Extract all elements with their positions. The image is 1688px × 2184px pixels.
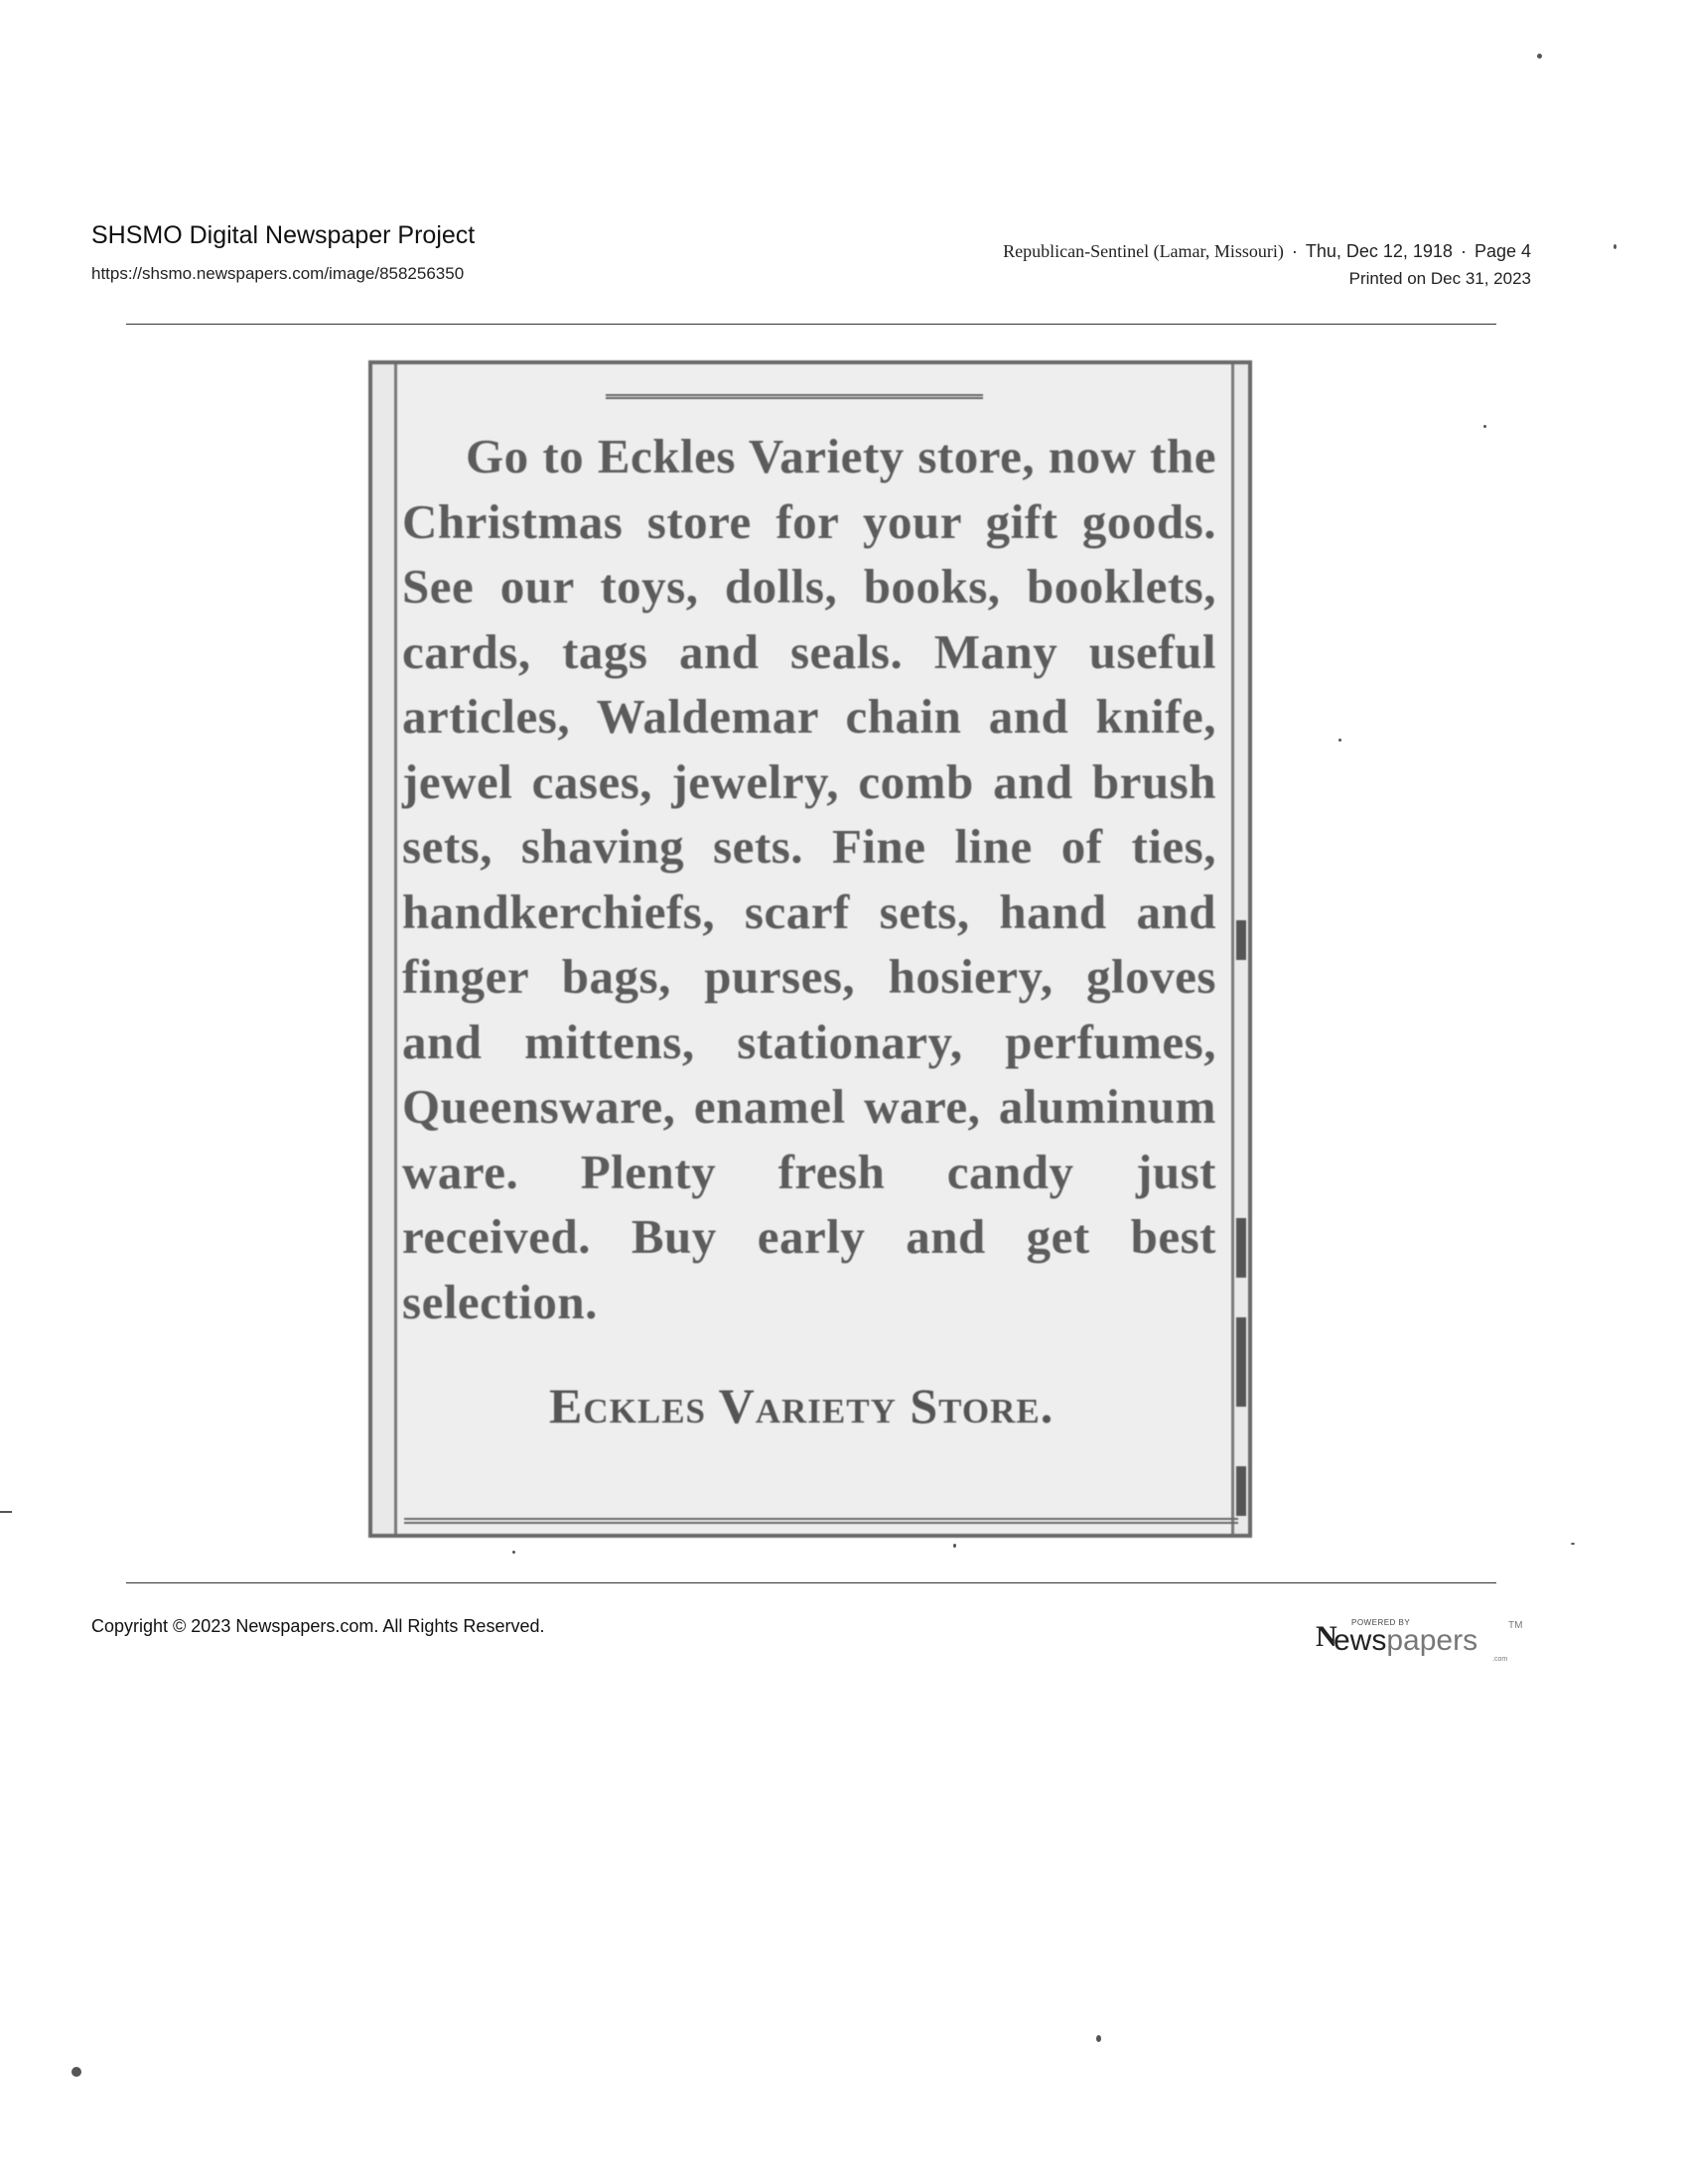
image-url[interactable]: https://shsmo.newspapers.com/image/858256350 (91, 264, 465, 283)
header-right (1003, 240, 1531, 290)
logo-powered-by: POWERED BY (1351, 1618, 1411, 1627)
header-left (91, 220, 475, 284)
logo-trademark: TM (1508, 1620, 1523, 1631)
header-divider (126, 324, 1496, 325)
advertisement-signature: Eckles Variety Store. (549, 1378, 1055, 1433)
printed-date: Printed on Dec 31, 2023 (1348, 269, 1531, 288)
page-number: Page 4 (1474, 241, 1531, 261)
scan-speck (953, 1544, 956, 1548)
logo-word-light: papers (1386, 1624, 1478, 1657)
issue-date: Thu, Dec 12, 1918 (1305, 241, 1453, 261)
clipping-edge-mark (1236, 1218, 1246, 1278)
clipping-top-rule (606, 394, 983, 399)
separator: · (1460, 241, 1467, 261)
logo-dotcom: .com (1492, 1656, 1508, 1663)
advertisement-text: Go to Eckles Variety store, now the Christmas store for your gift goods. See our toys, dolls, books, booklets, cards, tags and seals. Many useful articles, Waldemar chain and knife, jewel cases, jewelry, comb and brush sets, shaving sets. Fine line of ties, handkerchiefs, scarf sets, hand and finger bags, purses, hosiery, gloves and mittens, stationary, perfumes, Queensware, enamel ware, aluminum ware. Plenty fresh candy just received. Buy early and get best selection. (402, 429, 1216, 1329)
newspaper-citation (1003, 240, 1531, 262)
logo-word-dark: ews (1334, 1624, 1387, 1657)
clipping-edge-mark (1236, 920, 1246, 960)
scan-speck (1483, 425, 1486, 428)
newspaper-clipping (368, 360, 1252, 1538)
scan-speck (1571, 1543, 1575, 1545)
clipping-edge-mark (1236, 1317, 1246, 1407)
scan-speck (1614, 244, 1617, 249)
separator: · (1291, 241, 1298, 261)
scan-speck (1537, 54, 1542, 59)
footer-divider (126, 1582, 1496, 1583)
clipping-edge-mark (1236, 1466, 1246, 1516)
scan-speck (0, 1511, 12, 1513)
copyright-notice: Copyright © 2023 Newspapers.com. All Rights Reserved. (91, 1616, 545, 1636)
logo-wordmark (1334, 1624, 1477, 1658)
scan-speck (1338, 739, 1341, 742)
project-title: SHSMO Digital Newspaper Project (91, 221, 476, 249)
scan-speck (71, 2067, 81, 2077)
clipping-bottom-rule (404, 1518, 1238, 1524)
logo-initial: N (1316, 1620, 1337, 1653)
newspapers-logo (1316, 1616, 1534, 1666)
scan-speck (1096, 2035, 1101, 2042)
scan-speck (512, 1551, 515, 1554)
newspaper-name: Republican-Sentinel (Lamar, Missouri) (1003, 241, 1284, 261)
